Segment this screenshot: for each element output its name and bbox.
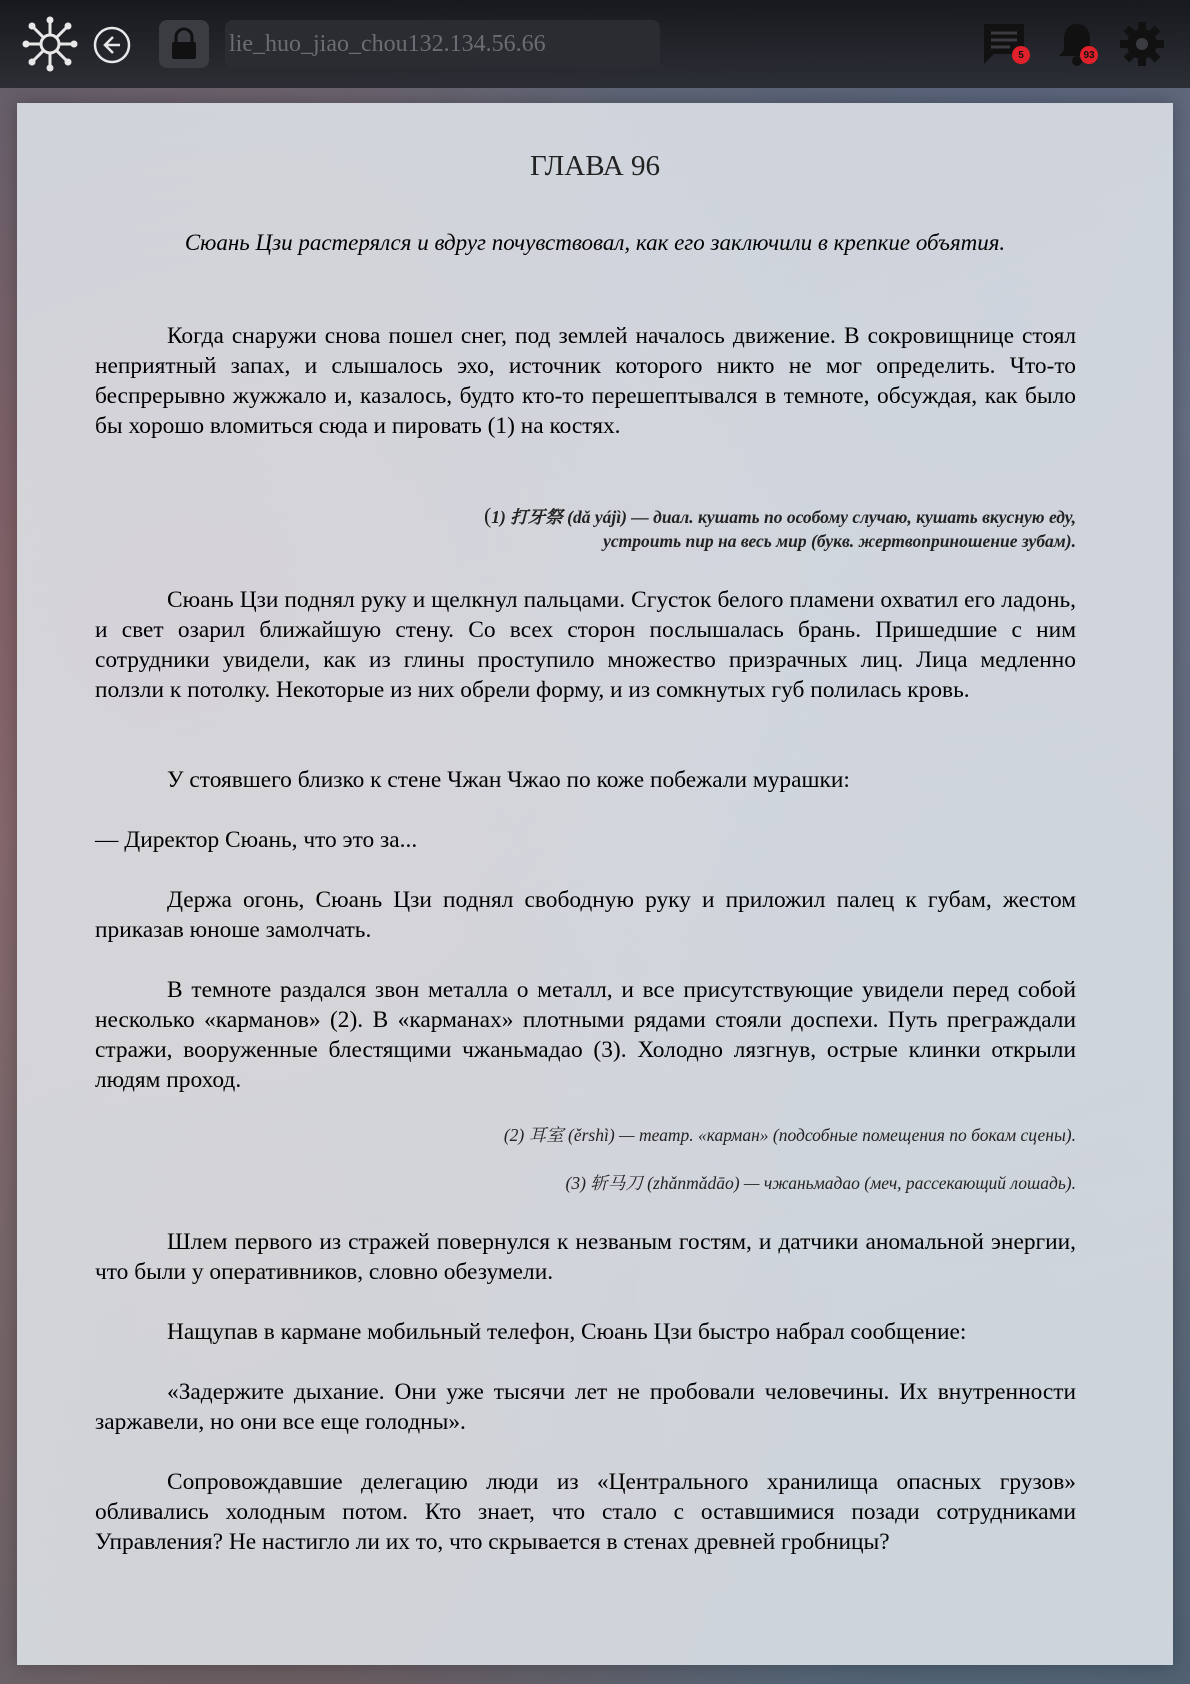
network-icon[interactable] (22, 16, 78, 72)
footnote-1 (95, 504, 1076, 553)
paragraph-10: Сопровождавшие делегацию люди из «Центрального хранилища опасных грузов» обливались холодным потом. Кто знает, что стало с оставшимися позади сотрудниками Управления? Не настигло ли их то, что скрывается в стенах древней гробницы? (95, 1469, 1076, 1555)
paragraph-6: В темноте раздался звон металла о металл, и все присутствующие увидели перед собой несколько «карманов» (2). В «карманах» плотными рядами стояли доспехи. Путь преграждали стражи, вооруженные блестящими чжаньмадао (3). Холодно лязгнув, острые клинки открыли людям проход. (95, 977, 1076, 1093)
messages-badge: 5 (1012, 46, 1030, 64)
paragraph-9: «Задержите дыхание. Они уже тысячи лет не пробовали человечины. Их внутренности заржавели, но они все еще голодны». (95, 1379, 1076, 1435)
back-arrow-icon[interactable] (93, 26, 131, 64)
gear-icon (1118, 20, 1166, 68)
notifications-badge: 93 (1080, 46, 1098, 64)
chapter-subtitle: Сюань Цзи растерялся и вдруг почувствовал, как его заключили в крепкие объятия. (184, 230, 1006, 255)
messages-button[interactable] (980, 20, 1028, 68)
footnote-1-line-2: устроить пир на весь мир (букв. жертвоприношение зубам). (603, 531, 1076, 551)
paragraph-2: Сюань Цзи поднял руку и щелкнул пальцами. Сгусток белого пламени охватил его ладонь, и свет озарил ближайшую стену. Со всех сторон послышалась брань. Пришедшие с ним сотрудники увидели, как из глины проступило множество призрачных лиц. Лица медленно ползли к потолку. Некоторые из них обрели форму, и из сомкнутых губ полилась кровь. (95, 587, 1076, 703)
settings-button[interactable] (1118, 20, 1166, 68)
chapter-title: ГЛАВА 96 (530, 150, 660, 182)
footnote-1-line-1: 1) 打牙祭 (dǎ yájì) — диал. кушать по особому случаю, кушать вкусную еду, (491, 507, 1076, 527)
paragraph-1: Когда снаружи снова пошел снег, под землей началось движение. В сокровищнице стоял неприятный запах, и слышалось эхо, источник которого никто не мог определить. Что-то беспрерывно жужжало и, казалось, будто кто-то перешептывался в темноте, обсуждая, как было бы хорошо вломиться сюда и пировать (1) на костях. (95, 323, 1076, 439)
lock-icon (169, 27, 199, 61)
footnote-3: (3) 斩马刀 (zhǎnmǎdāo) — чжаньмадао (меч, рассекающий лошадь). (565, 1173, 1076, 1193)
notifications-button[interactable] (1053, 20, 1101, 68)
footnote-1-paren: ( (483, 503, 492, 528)
paragraph-3: У стоявшего близко к стене Чжан Чжао по коже побежали мурашки: (167, 767, 850, 793)
paragraph-5: Держа огонь, Сюань Цзи поднял свободную руку и приложил палец к губам, жестом приказав юноше замолчать. (95, 887, 1076, 943)
top-bar (0, 0, 1190, 88)
footnote-2: (2) 耳室 (ěrshì) — театр. «карман» (подсобные помещения по бокам сцены). (503, 1125, 1076, 1145)
paragraph-8: Нащупав в кармане мобильный телефон, Сюань Цзи быстро набрал сообщение: (167, 1319, 967, 1345)
lock-button[interactable] (159, 20, 209, 68)
address-input[interactable] (225, 20, 660, 68)
paragraph-4: — Директор Сюань, что это за... (95, 827, 418, 853)
paragraph-7: Шлем первого из стражей повернулся к незваным гостям, и датчики аномальной энергии, что были у оперативников, словно обезумели. (95, 1229, 1076, 1285)
